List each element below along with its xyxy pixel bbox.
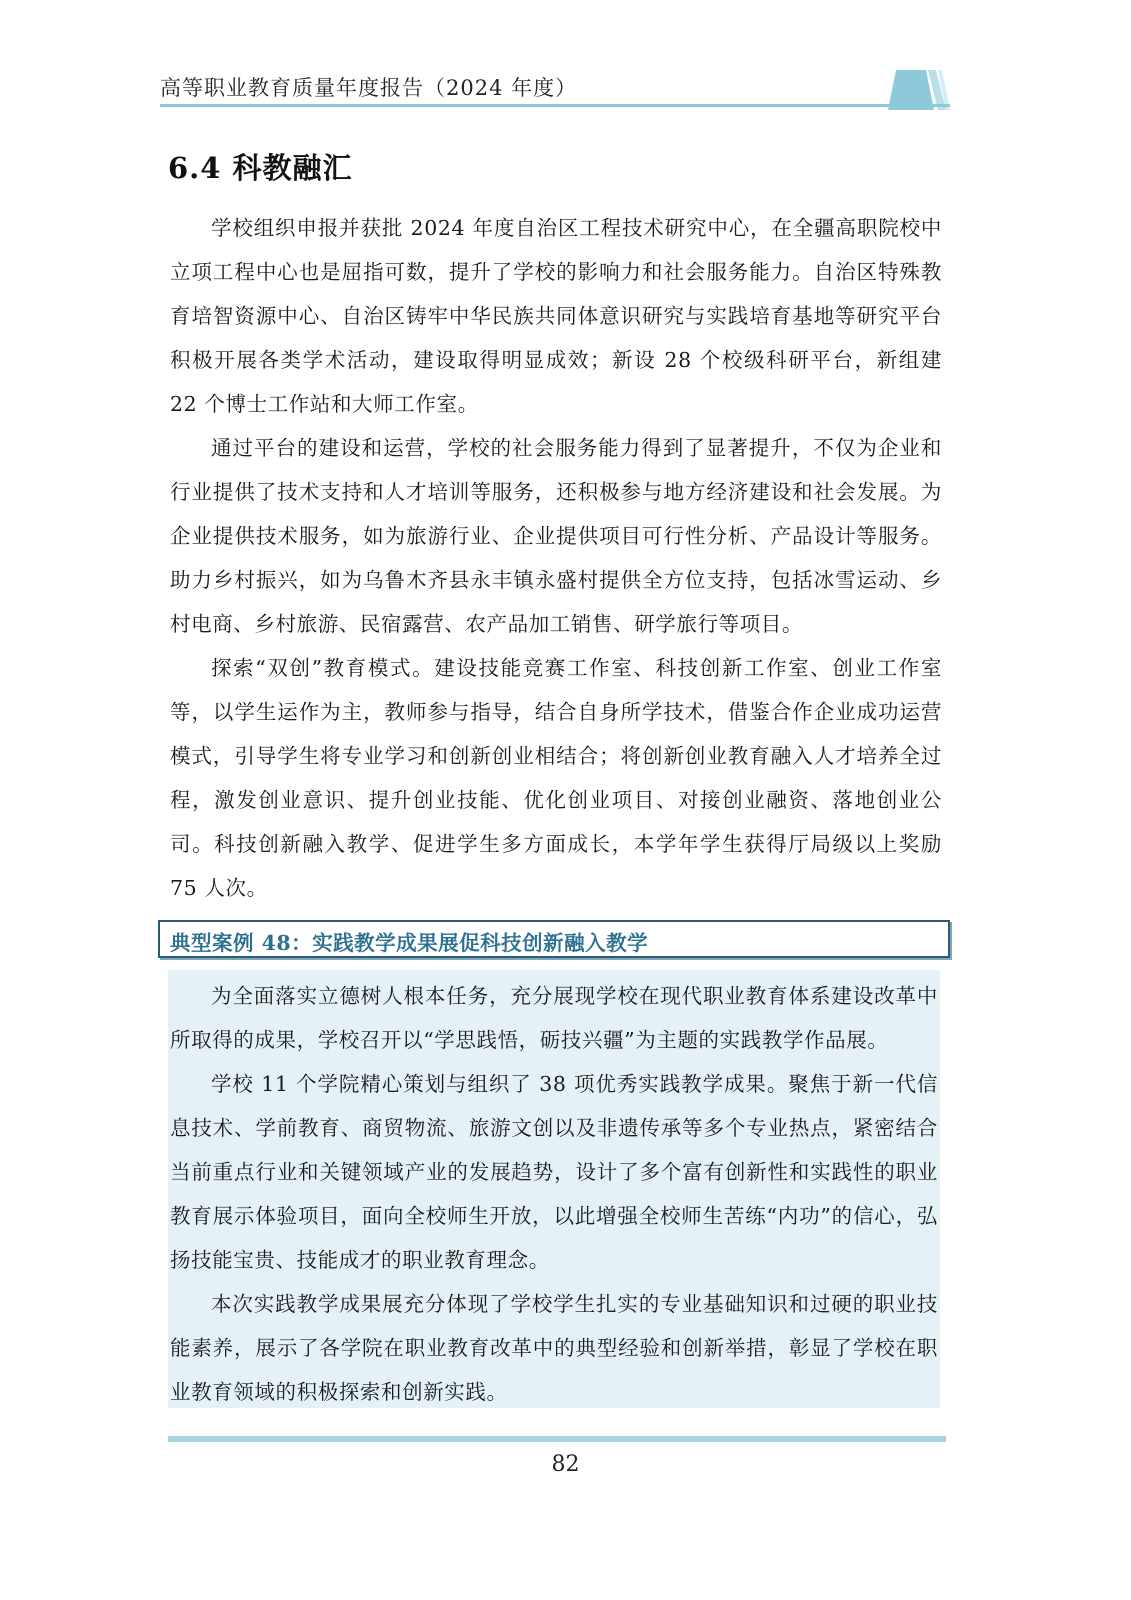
case-panel	[168, 970, 940, 1408]
footer-rule	[168, 1436, 946, 1442]
case-paragraph-purpose: 为全面落实立德树人根本任务，充分展现学校在现代职业教育体系建设改革中所取得的成果，学校召开以“学思践悟，砺技兴疆”为主题的实践教学作品展。	[170, 984, 938, 1052]
header-rule	[160, 104, 950, 107]
case-title: 典型案例 48：实践教学成果展促科技创新融入教学	[170, 931, 649, 955]
case-paragraph-outcome: 本次实践教学成果展充分体现了学校学生扎实的专业基础知识和过硬的职业技能素养，展示了各学院在职业教育改革中的典型经验和创新举措，彰显了学校在职业教育领域的积极探索和创新实践。	[170, 1292, 938, 1404]
body-text	[170, 206, 942, 910]
section-heading: 6.4 科教融汇	[168, 151, 353, 185]
case-paragraph-exhibition: 学校 11 个学院精心策划与组织了 38 项优秀实践教学成果。聚焦于新一代信息技术、学前教育、商贸物流、旅游文创以及非遗传承等多个专业热点，紧密结合当前重点行业和关键领域产业的发展趋势，设计了多个富有创新性和实践性的职业教育展示体验项目，面向全校师生开放，以此增强全校师生苦练“内功”的信心，弘扬技能宝贵、技能成才的职业教育理念。	[170, 1072, 938, 1272]
case-title-box	[158, 920, 950, 958]
header-title: 高等职业教育质量年度报告（2024 年度）	[160, 76, 578, 100]
paragraph-social-service: 通过平台的建设和运营，学校的社会服务能力得到了显著提升，不仅为企业和行业提供了技术支持和人才培训等服务，还积极参与地方经济建设和社会发展。为企业提供技术服务，如为旅游行业、企业提供项目可行性分析、产品设计等服务。助力乡村振兴，如为乌鲁木齐县永丰镇永盛村提供全方位支持，包括冰雪运动、乡村电商、乡村旅游、民宿露营、农产品加工销售、研学旅行等项目。	[170, 436, 942, 636]
case-text	[170, 974, 938, 1414]
paragraph-research-platforms: 学校组织申报并获批 2024 年度自治区工程技术研究中心，在全疆高职院校中立项工程中心也是屈指可数，提升了学校的影响力和社会服务能力。自治区特殊教育培智资源中心、自治区铸牢中华民族共同体意识研究与实践培育基地等研究平台积极开展各类学术活动，建设取得明显成效；新设 28 个校级科研平台，新组建 22 个博士工作站和大师工作室。	[170, 216, 942, 416]
paragraph-innovation-education: 探索“双创”教育模式。建设技能竞赛工作室、科技创新工作室、创业工作室等，以学生运作为主，教师参与指导，结合自身所学技术，借鉴合作企业成功运营模式，引导学生将专业学习和创新创业相结合；将创新创业教育融入人才培养全过程，激发创业意识、提升创业技能、优化创业项目、对接创业融资、落地创业公司。科技创新融入教学、促进学生多方面成长，本学年学生获得厅局级以上奖励 75 人次。	[170, 656, 942, 900]
page-number: 82	[551, 1452, 580, 1477]
